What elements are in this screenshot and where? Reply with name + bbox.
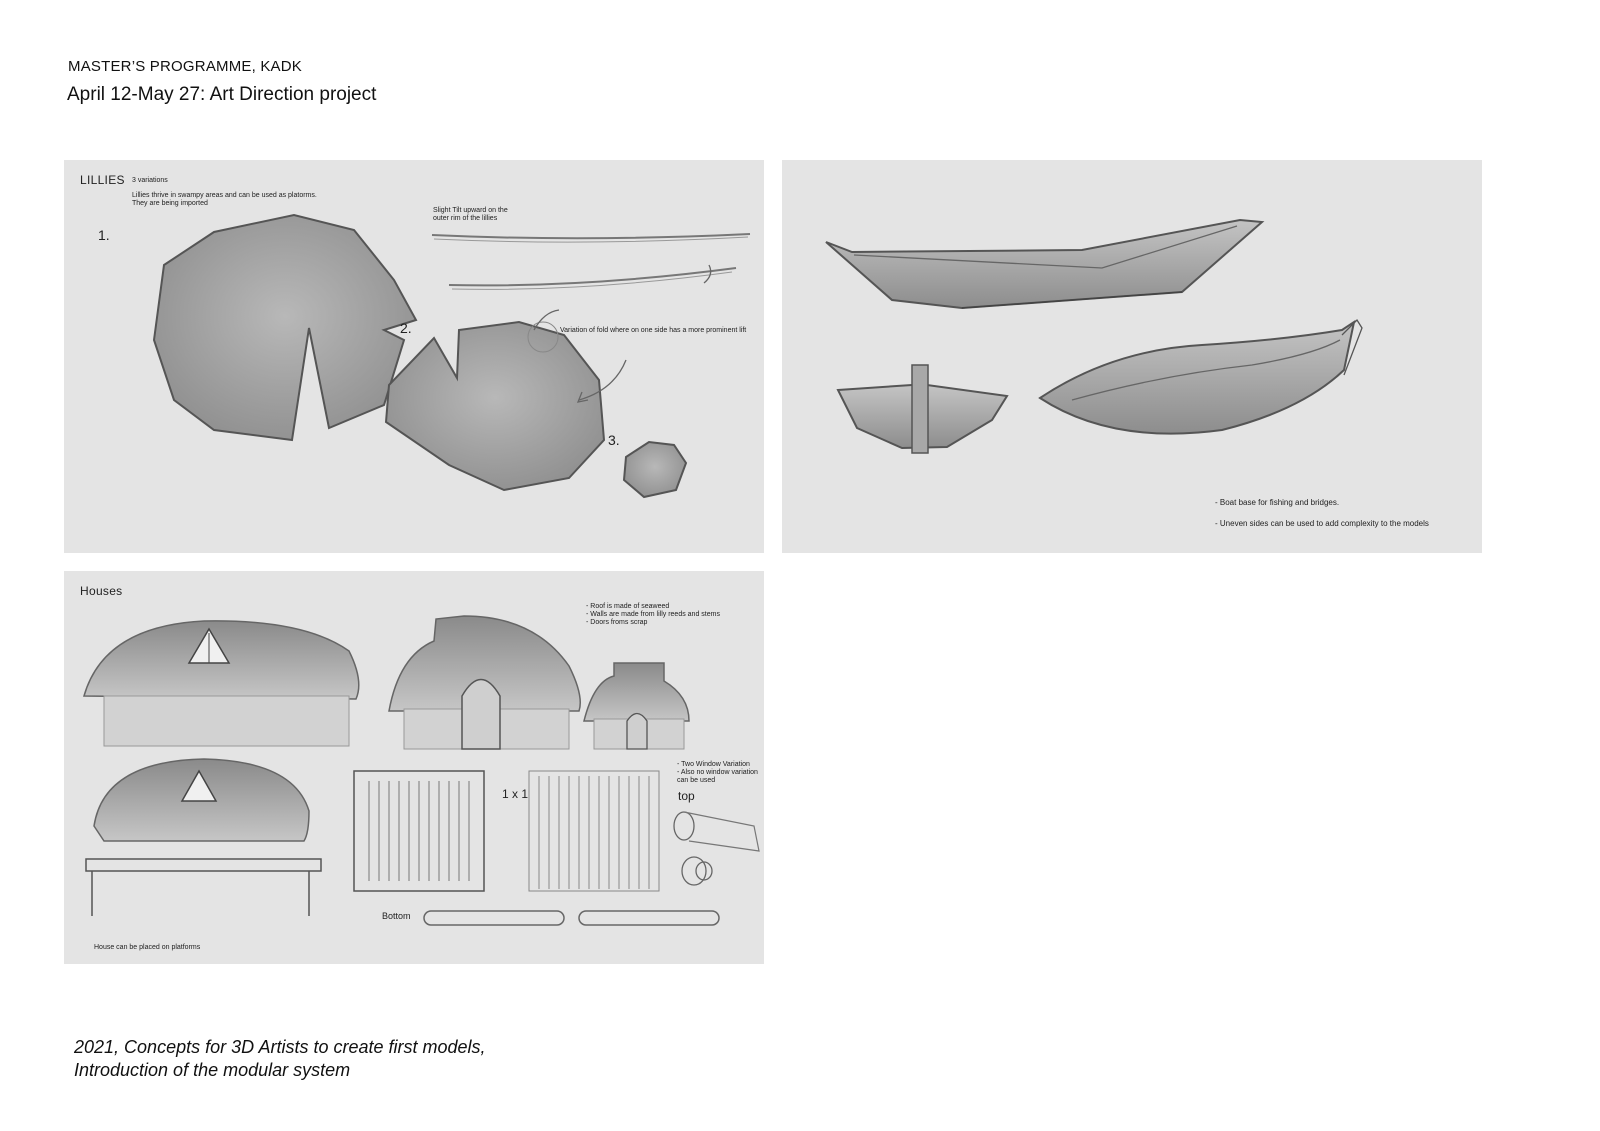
lillies-fold-note: Variation of fold where on one side has a more prominent lift [560, 327, 747, 334]
houses-platform-note: House can be placed on platforms [94, 944, 201, 951]
caption-line-2: Introduction of the modular system [74, 1060, 351, 1080]
program-label: MASTER’S PROGRAMME, KADK [68, 58, 302, 75]
lillies-description: Lillies thrive in swampy areas and can be used as platorms. They are being imported [132, 192, 317, 207]
lily-label-1: 1. [98, 227, 110, 243]
page-caption [74, 1036, 486, 1082]
page-title: April 12-May 27: Art Direction project [67, 84, 377, 105]
lillies-sketch [64, 160, 764, 553]
lily-label-3: 3. [608, 432, 620, 448]
module-label-1x1: 1 x 1 [502, 787, 529, 801]
houses-window-note: - Two Window Variation - Also no window variation can be used [677, 761, 758, 784]
houses-materials-note: - Roof is made of seaweed - Walls are made from lilly reeds and stems - Doors froms scrap [586, 603, 720, 626]
module-label-bottom: Bottom [382, 911, 411, 921]
lily-label-2: 2. [400, 320, 412, 336]
lillies-tilt-note: Slight Tilt upward on the outer rim of the lillies [433, 207, 508, 222]
boats-note-2: - Uneven sides can be used to add complexity to the models [1215, 519, 1429, 528]
houses-panel [64, 571, 764, 964]
boats-sketch [782, 160, 1482, 553]
boats-note-1: - Boat base for fishing and bridges. [1215, 498, 1340, 507]
boats-panel [782, 160, 1482, 553]
lillies-panel [64, 160, 764, 553]
houses-title: Houses [80, 584, 123, 598]
lillies-variations: 3 variations [132, 177, 168, 184]
houses-sketch [64, 571, 764, 964]
lillies-title: LILLIES [80, 173, 125, 187]
caption-line-1: 2021, Concepts for 3D Artists to create first models, [74, 1037, 486, 1057]
module-label-top: top [678, 789, 695, 803]
